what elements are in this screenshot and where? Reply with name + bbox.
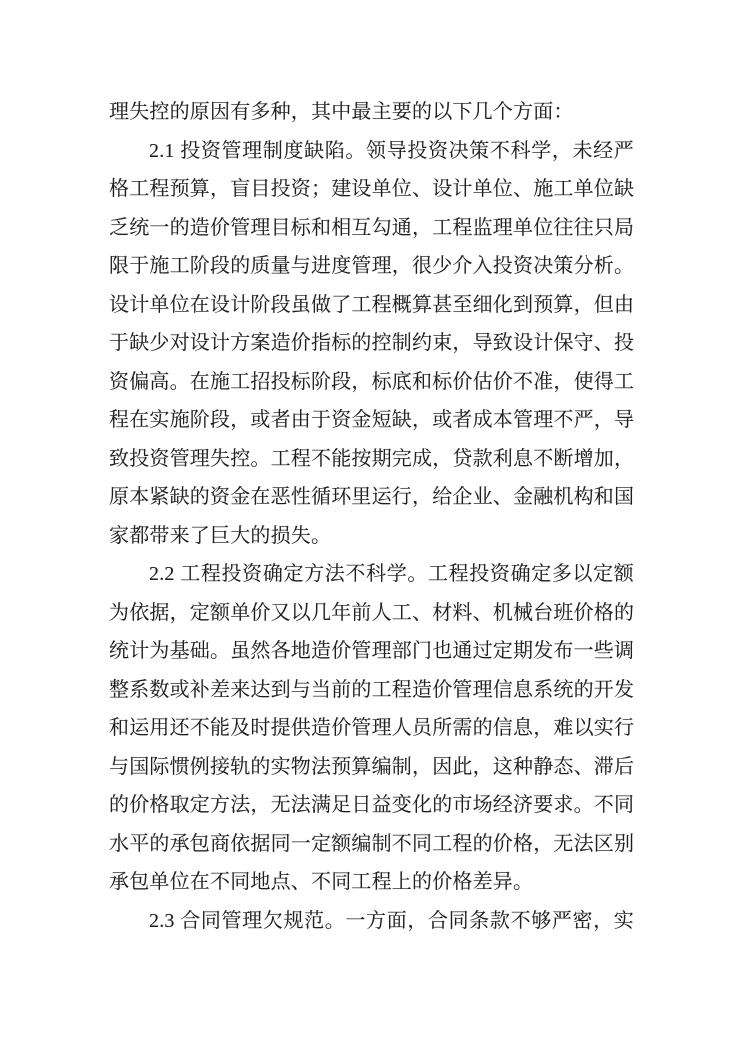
text-line: 和运用还不能及时提供造价管理人员所需的信息，难以实行 (109, 717, 634, 739)
text-line: 水平的承包商依据同一定额编制不同工程的价格，无法区别 (109, 832, 634, 855)
text-line: 原本紧缺的资金在恶性循环里运行，给企业、金融机构和国 (109, 486, 634, 508)
text-line: 与国际惯例接轨的实物法预算编制，因此，这种静态、滞后 (109, 755, 634, 778)
text-line: 设计单位在设计阶段虽做了工程概算甚至细化到预算，但由 (109, 293, 634, 316)
text-line: 于缺少对设计方案造价指标的控制约束，导致设计保守、投 (109, 332, 634, 354)
text-line: 为依据，定额单价又以几年前人工、材料、机械台班价格的 (109, 601, 634, 624)
text-line: 乏统一的造价管理目标和相互勾通，工程监理单位往往只局 (109, 216, 634, 239)
text-line: 限于施工阶段的质量与进度管理，很少介入投资决策分析。 (109, 255, 634, 277)
text-line: 承包单位在不同地点、不同工程上的价格差异。 (109, 871, 534, 893)
text-line-section-2-2: 2.2 工程投资确定方法不科学。工程投资确定多以定额 (149, 563, 634, 585)
text-line: 理失控的原因有多种，其中最主要的以下几个方面： (109, 101, 574, 123)
text-line: 致投资管理失控。工程不能按期完成，贷款利息不断增加， (109, 447, 634, 470)
text-line-section-2-1: 2.1 投资管理制度缺陷。领导投资决策不科学，未经严 (149, 139, 634, 162)
text-line-section-2-3: 2.3 合同管理欠规范。一方面，合同条款不够严密，实 (149, 909, 634, 932)
text-line: 格工程预算，盲目投资；建设单位、设计单位、施工单位缺 (109, 178, 634, 200)
text-line: 家都带来了巨大的损失。 (109, 524, 332, 547)
document-text-block (109, 93, 634, 940)
text-line: 整系数或补差来达到与当前的工程造价管理信息系统的开发 (109, 678, 634, 701)
text-line: 程在实施阶段，或者由于资金短缺，或者成本管理不严，导 (109, 409, 634, 431)
text-line: 的价格取定方法，无法满足日益变化的市场经济要求。不同 (109, 794, 634, 816)
text-line: 统计为基础。虽然各地造价管理部门也通过定期发布一些调 (109, 640, 634, 662)
text-line: 资偏高。在施工招投标阶段，标底和标价估价不准，使得工 (109, 370, 634, 393)
